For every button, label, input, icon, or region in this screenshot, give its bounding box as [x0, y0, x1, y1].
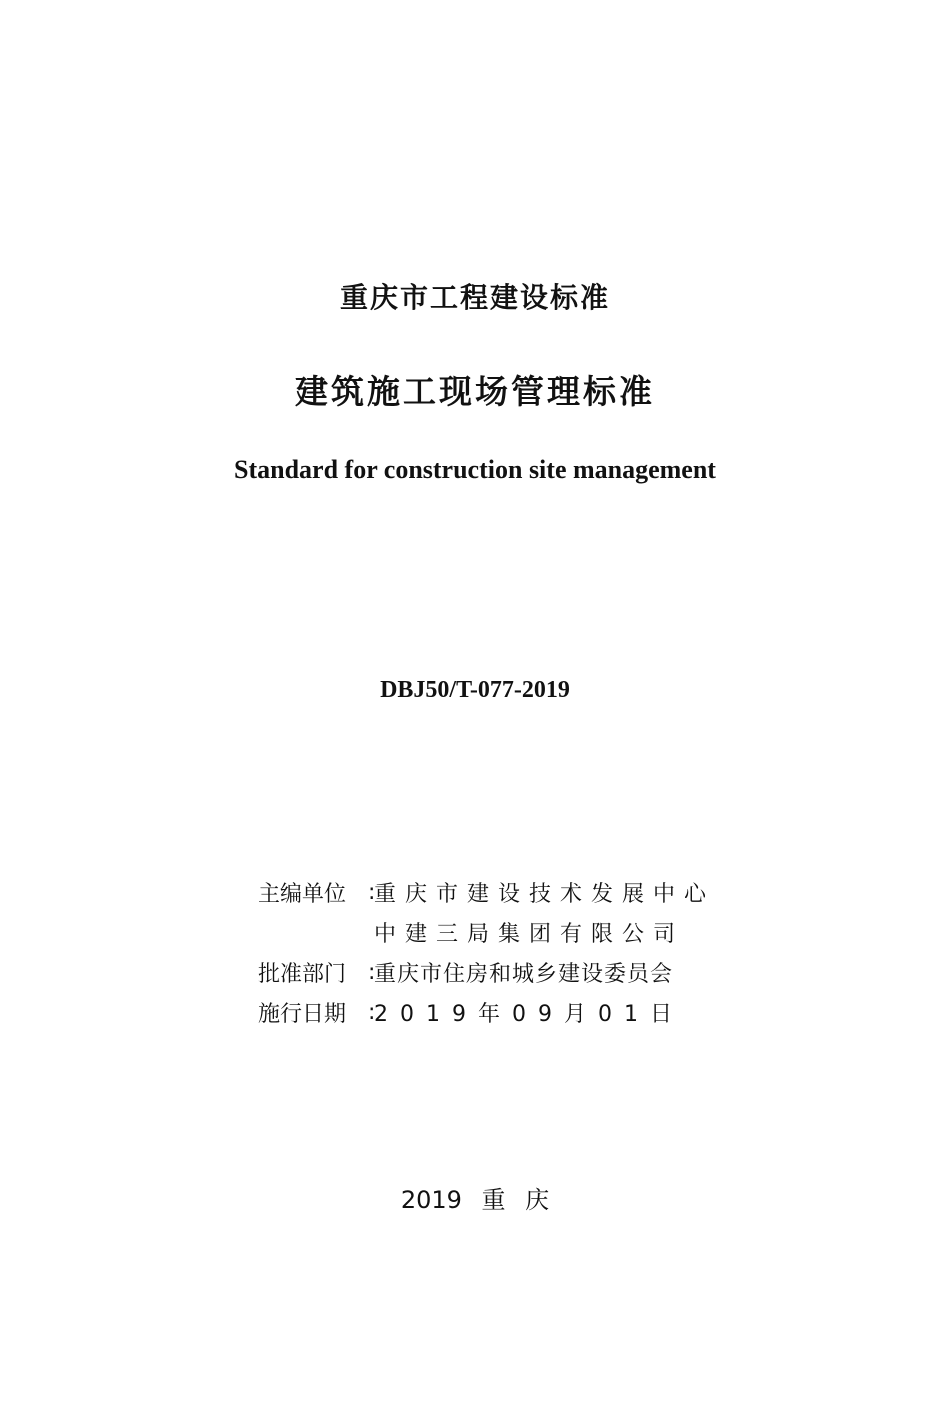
series-title: 重庆市工程建设标准	[339, 281, 610, 314]
editor-value-1: 重庆市建设技术发展中心	[374, 881, 716, 907]
editor-separator: :	[368, 879, 376, 905]
main-title: 建筑施工现场管理标准	[295, 372, 655, 411]
approver-value: 重庆市住房和城乡建设委员会	[374, 961, 674, 987]
editor-value-2: 中建三局集团有限公司	[374, 921, 685, 947]
standard-code: DBJ50/T-077-2019	[380, 677, 570, 703]
approver-separator: :	[368, 959, 376, 985]
english-title: Standard for construction site management	[234, 455, 716, 484]
editor-row	[258, 872, 718, 912]
publication-info	[258, 872, 718, 1032]
date-label: 施行日期	[258, 1001, 347, 1027]
date-row	[258, 992, 718, 1032]
date-value: 2019年09月01日	[374, 1001, 684, 1027]
date-separator: :	[368, 999, 376, 1025]
editor-row-2	[258, 912, 718, 952]
approver-label: 批准部门	[258, 961, 347, 987]
approver-row	[258, 952, 718, 992]
footer-year-city: 2019 重 庆	[400, 1186, 550, 1214]
editor-label: 主编单位	[258, 881, 347, 907]
